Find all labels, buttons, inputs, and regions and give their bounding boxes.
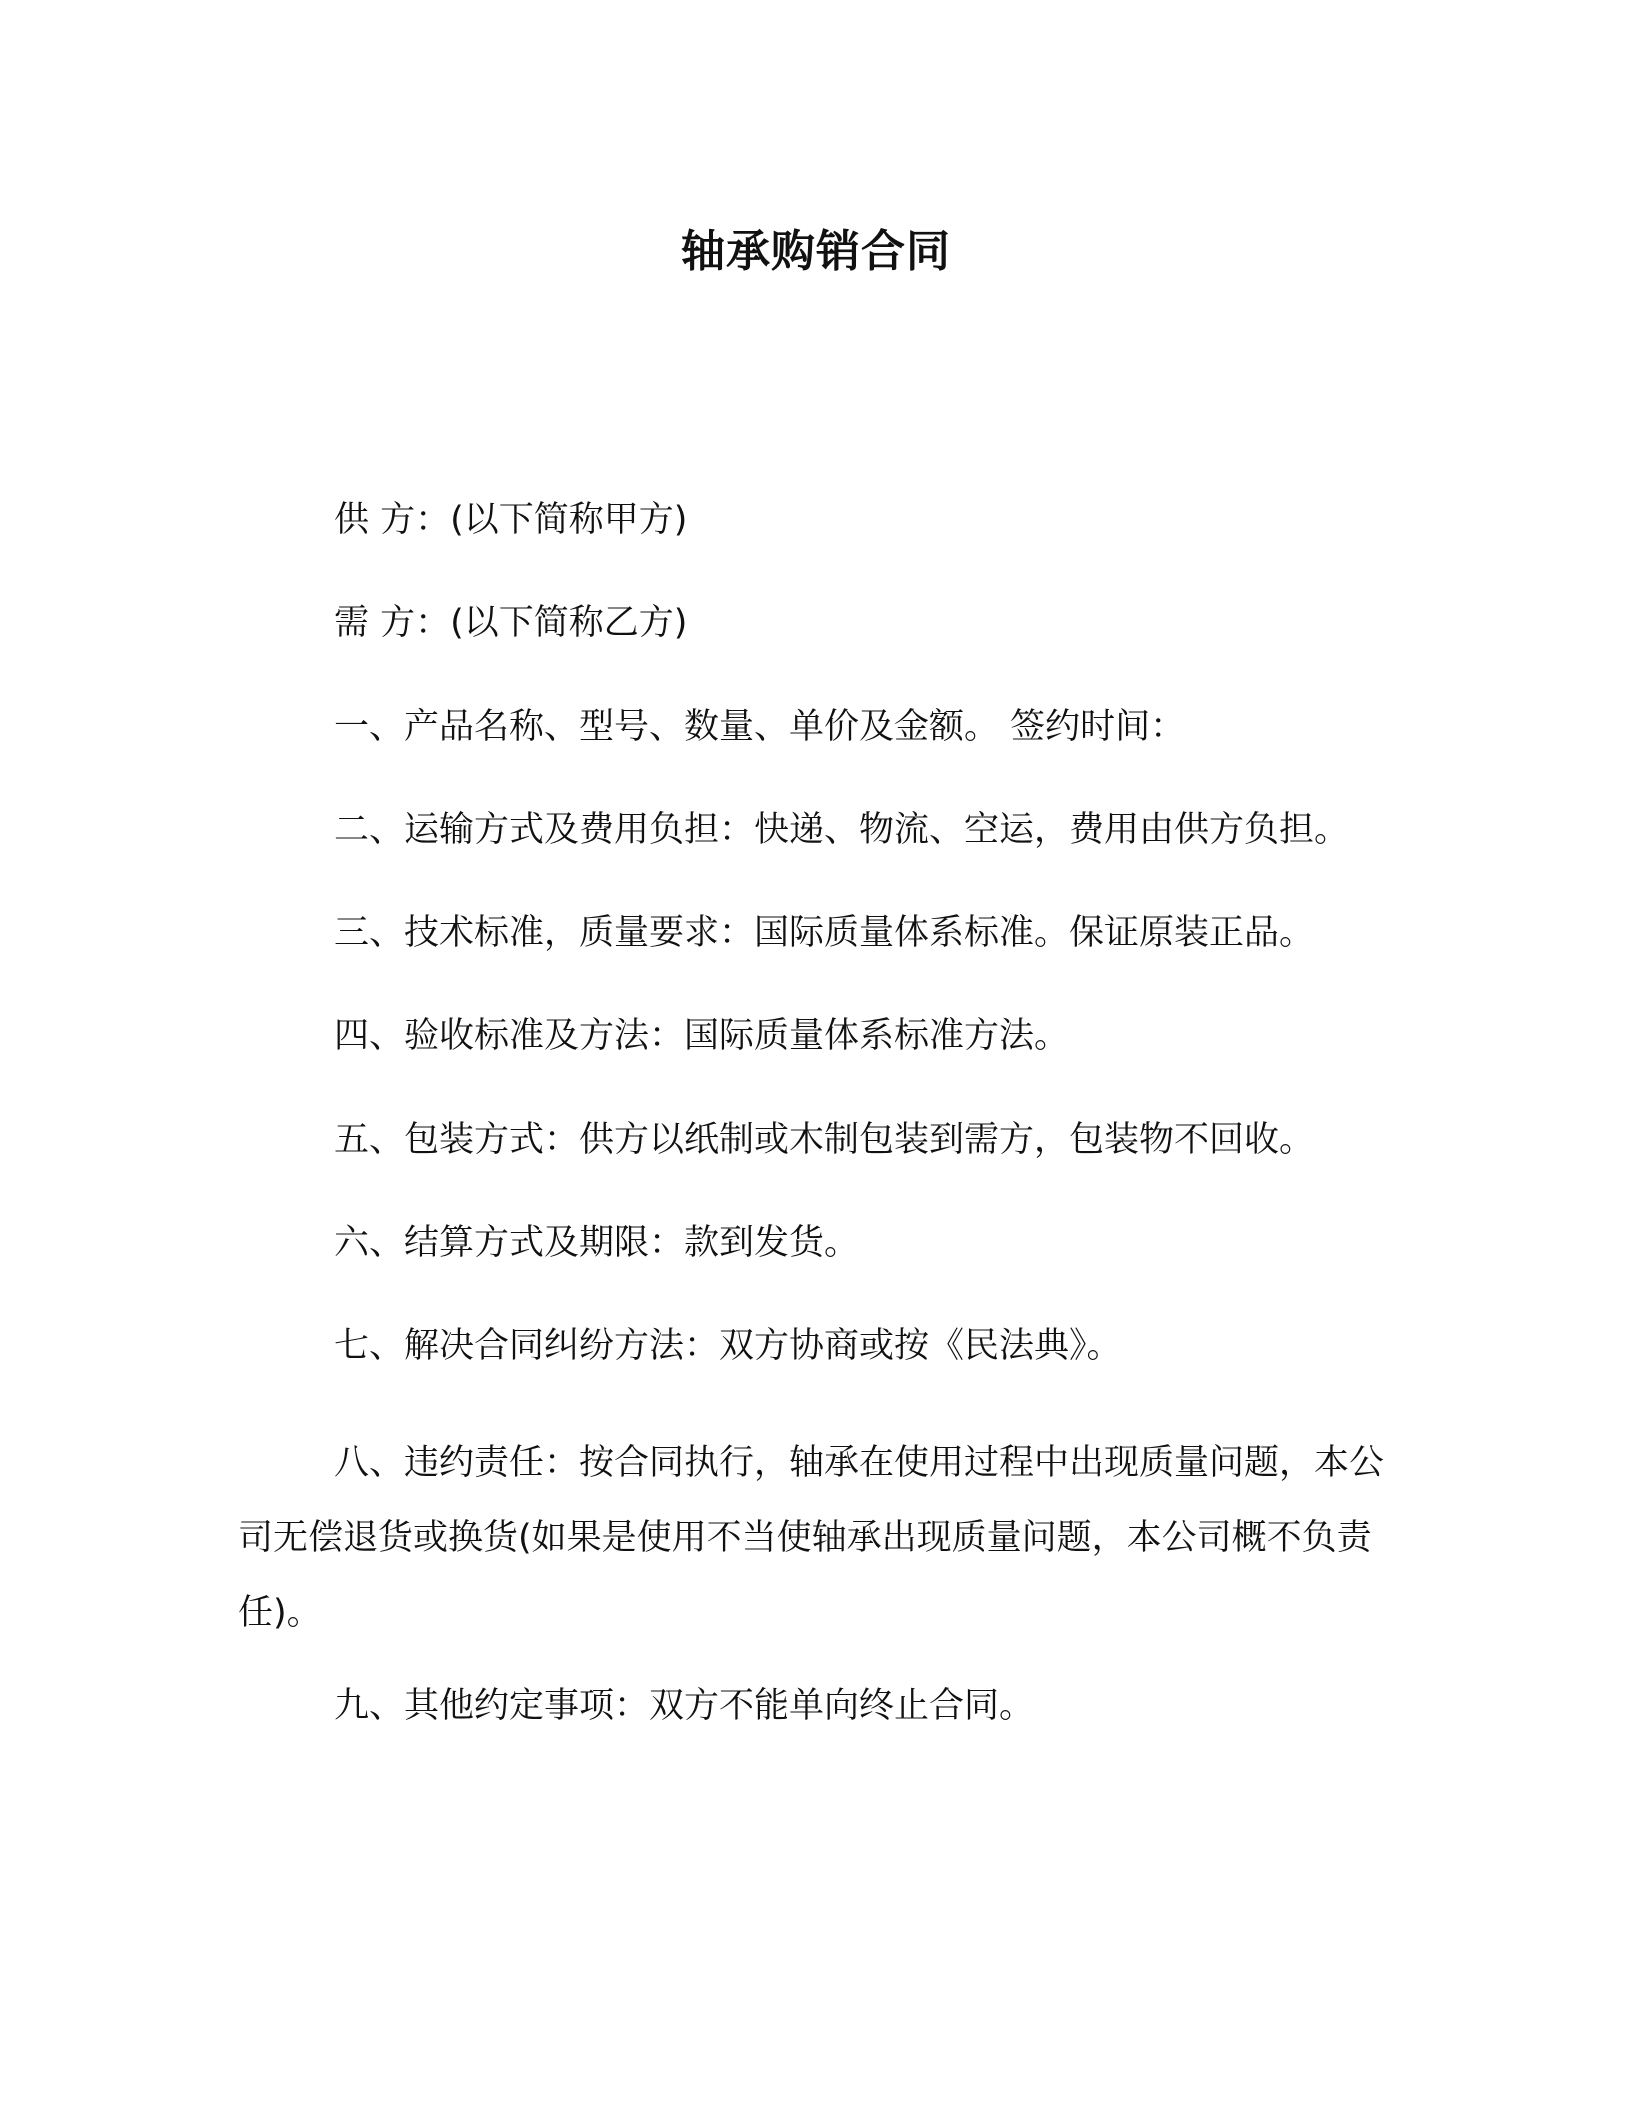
clause-7: 七、解决合同纠纷方法：双方协商或按《民法典》。 [334,1326,1122,1366]
clause-5: 五、包装方式：供方以纸制或木制包装到需方，包装物不回收。 [334,1120,1315,1160]
document-title: 轴承购销合同 [681,226,951,277]
clause-2: 二、运输方式及费用负担：快递、物流、空运，费用由供方负担。 [334,810,1350,850]
buyer-line: 需 方：(以下简称乙方) [334,603,688,643]
clause-3: 三、技术标准，质量要求：国际质量体系标准。保证原装正品。 [334,913,1315,953]
supplier-line: 供 方：(以下简称甲方) [334,500,688,540]
clause-1: 一、产品名称、型号、数量、单价及金额。 签约时间： [334,707,1186,747]
clause-9: 九、其他约定事项：双方不能单向终止合同。 [334,1686,1035,1726]
clause-4: 四、验收标准及方法：国际质量体系标准方法。 [334,1016,1070,1056]
clause-6: 六、结算方式及期限：款到发货。 [334,1223,860,1263]
clause-8: 八、违约责任：按合同执行，轴承在使用过程中出现质量问题，本公司无偿退货或换货(如果是使用不当使轴承出现质量问题，本公司概不负责任)。 [238,1443,1385,1633]
